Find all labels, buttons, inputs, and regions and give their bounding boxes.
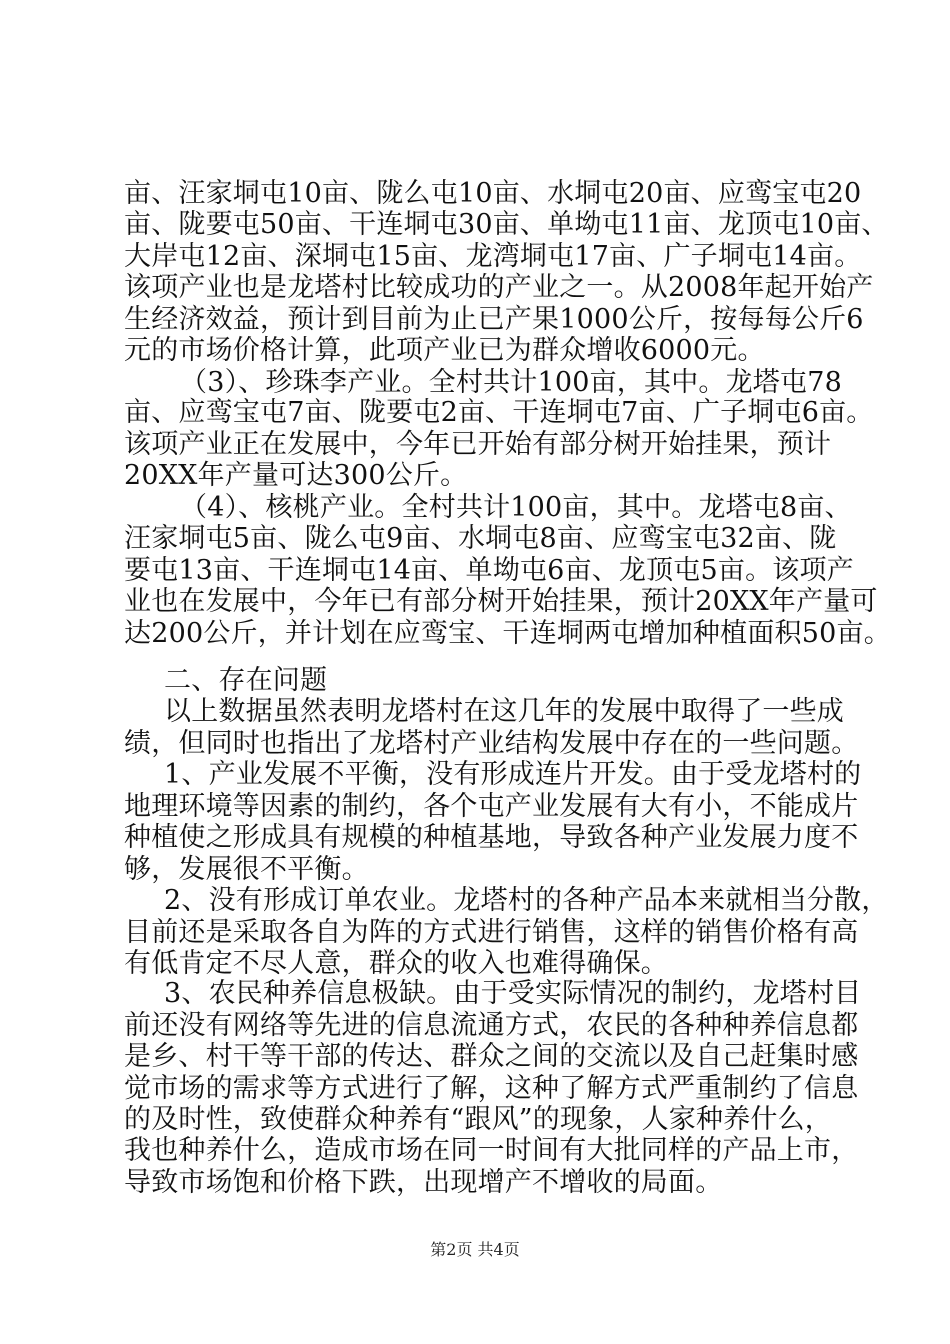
- text-line: 亩、汪家垌屯10亩、陇么屯10亩、水垌屯20亩、应鸾宝屯20: [124, 178, 862, 209]
- text-line: 元的市场价格计算，此项产业已为群众增收6000元。: [124, 335, 765, 366]
- text-line: 地理环境等因素的制约，各个屯产业发展有大有小，不能成片: [124, 791, 859, 822]
- text-line: 要屯13亩、干连垌屯14亩、单坳屯6亩、龙顶屯5亩。该项产: [124, 555, 854, 586]
- text-line: 大岸屯12亩、深垌屯15亩、龙湾垌屯17亩、广子垌屯14亩。: [124, 241, 862, 272]
- text-line: 我也种养什么，造成市场在同一时间有大批同样的产品上市，: [124, 1135, 859, 1166]
- text-line: 汪家垌屯5亩、陇么屯9亩、水垌屯8亩、应鸾宝屯32亩、陇: [124, 523, 837, 554]
- paragraph-first-line: （3）、珍珠李产业。全村共计100亩，其中。龙塔屯78: [180, 367, 842, 398]
- text-line: 该项产业正在发展中，今年已开始有部分树开始挂果，预计: [124, 429, 832, 460]
- paragraph-first-line: 以上数据虽然表明龙塔村在这几年的发展中取得了一些成: [164, 696, 844, 727]
- text-line: 生经济效益，预计到目前为止已产果1000公斤，按每每公斤6: [124, 304, 864, 335]
- text-line: 觉市场的需求等方式进行了解，这种了解方式严重制约了信息: [124, 1073, 859, 1104]
- page-footer: [0, 1240, 950, 1260]
- text-line: 亩、应鸾宝屯7亩、陇要屯2亩、干连垌屯7亩、广子垌屯6亩。: [124, 397, 874, 428]
- paragraph-first-line: （4）、核桃产业。全村共计100亩，其中。龙塔屯8亩、: [180, 492, 852, 523]
- text-line: 导致市场饱和价格下跌，出现增产不增收的局面。: [124, 1167, 723, 1198]
- text-line: 绩，但同时也指出了龙塔村产业结构发展中存在的一些问题。: [124, 728, 859, 759]
- page-number-label: 第2页 共4页: [430, 1240, 520, 1259]
- text-line: 有低肯定不尽人意，群众的收入也难得确保。: [124, 948, 668, 979]
- text-line: 是乡、村干等干部的传达、群众之间的交流以及自己赶集时感: [124, 1041, 859, 1072]
- text-line: 前还没有网络等先进的信息流通方式，农民的各种种养信息都: [124, 1010, 859, 1041]
- text-line: 该项产业也是龙塔村比较成功的产业之一。从2008年起开始产: [124, 272, 874, 303]
- text-line: 业也在发展中，今年已有部分树开始挂果，预计20XX年产量可: [124, 586, 878, 617]
- text-line: 目前还是采取各自为阵的方式进行销售，这样的销售价格有高: [124, 917, 859, 948]
- paragraph-first-line: 2、没有形成订单农业。龙塔村的各种产品本来就相当分散，: [164, 885, 889, 916]
- text-line: 亩、陇要屯50亩、干连垌屯30亩、单坳屯11亩、龙顶屯10亩、: [124, 209, 889, 240]
- text-line: 够，发展很不平衡。: [124, 854, 369, 885]
- paragraph-first-line: 3、农民种养信息极缺。由于受实际情况的制约，龙塔村目: [164, 978, 862, 1009]
- text-line: 的及时性，致使群众种养有“跟风”的现象，人家种养什么，: [124, 1104, 833, 1135]
- text-line: 20XX年产量可达300公斤。: [124, 460, 468, 491]
- section-heading: 二、存在问题: [164, 665, 328, 696]
- paragraph-first-line: 1、产业发展不平衡，没有形成连片开发。由于受龙塔村的: [164, 759, 862, 790]
- text-line: 种植使之形成具有规模的种植基地，导致各种产业发展力度不: [124, 822, 859, 853]
- text-line: 达200公斤，并计划在应鸾宝、干连垌两屯增加种植面积50亩。: [124, 618, 891, 649]
